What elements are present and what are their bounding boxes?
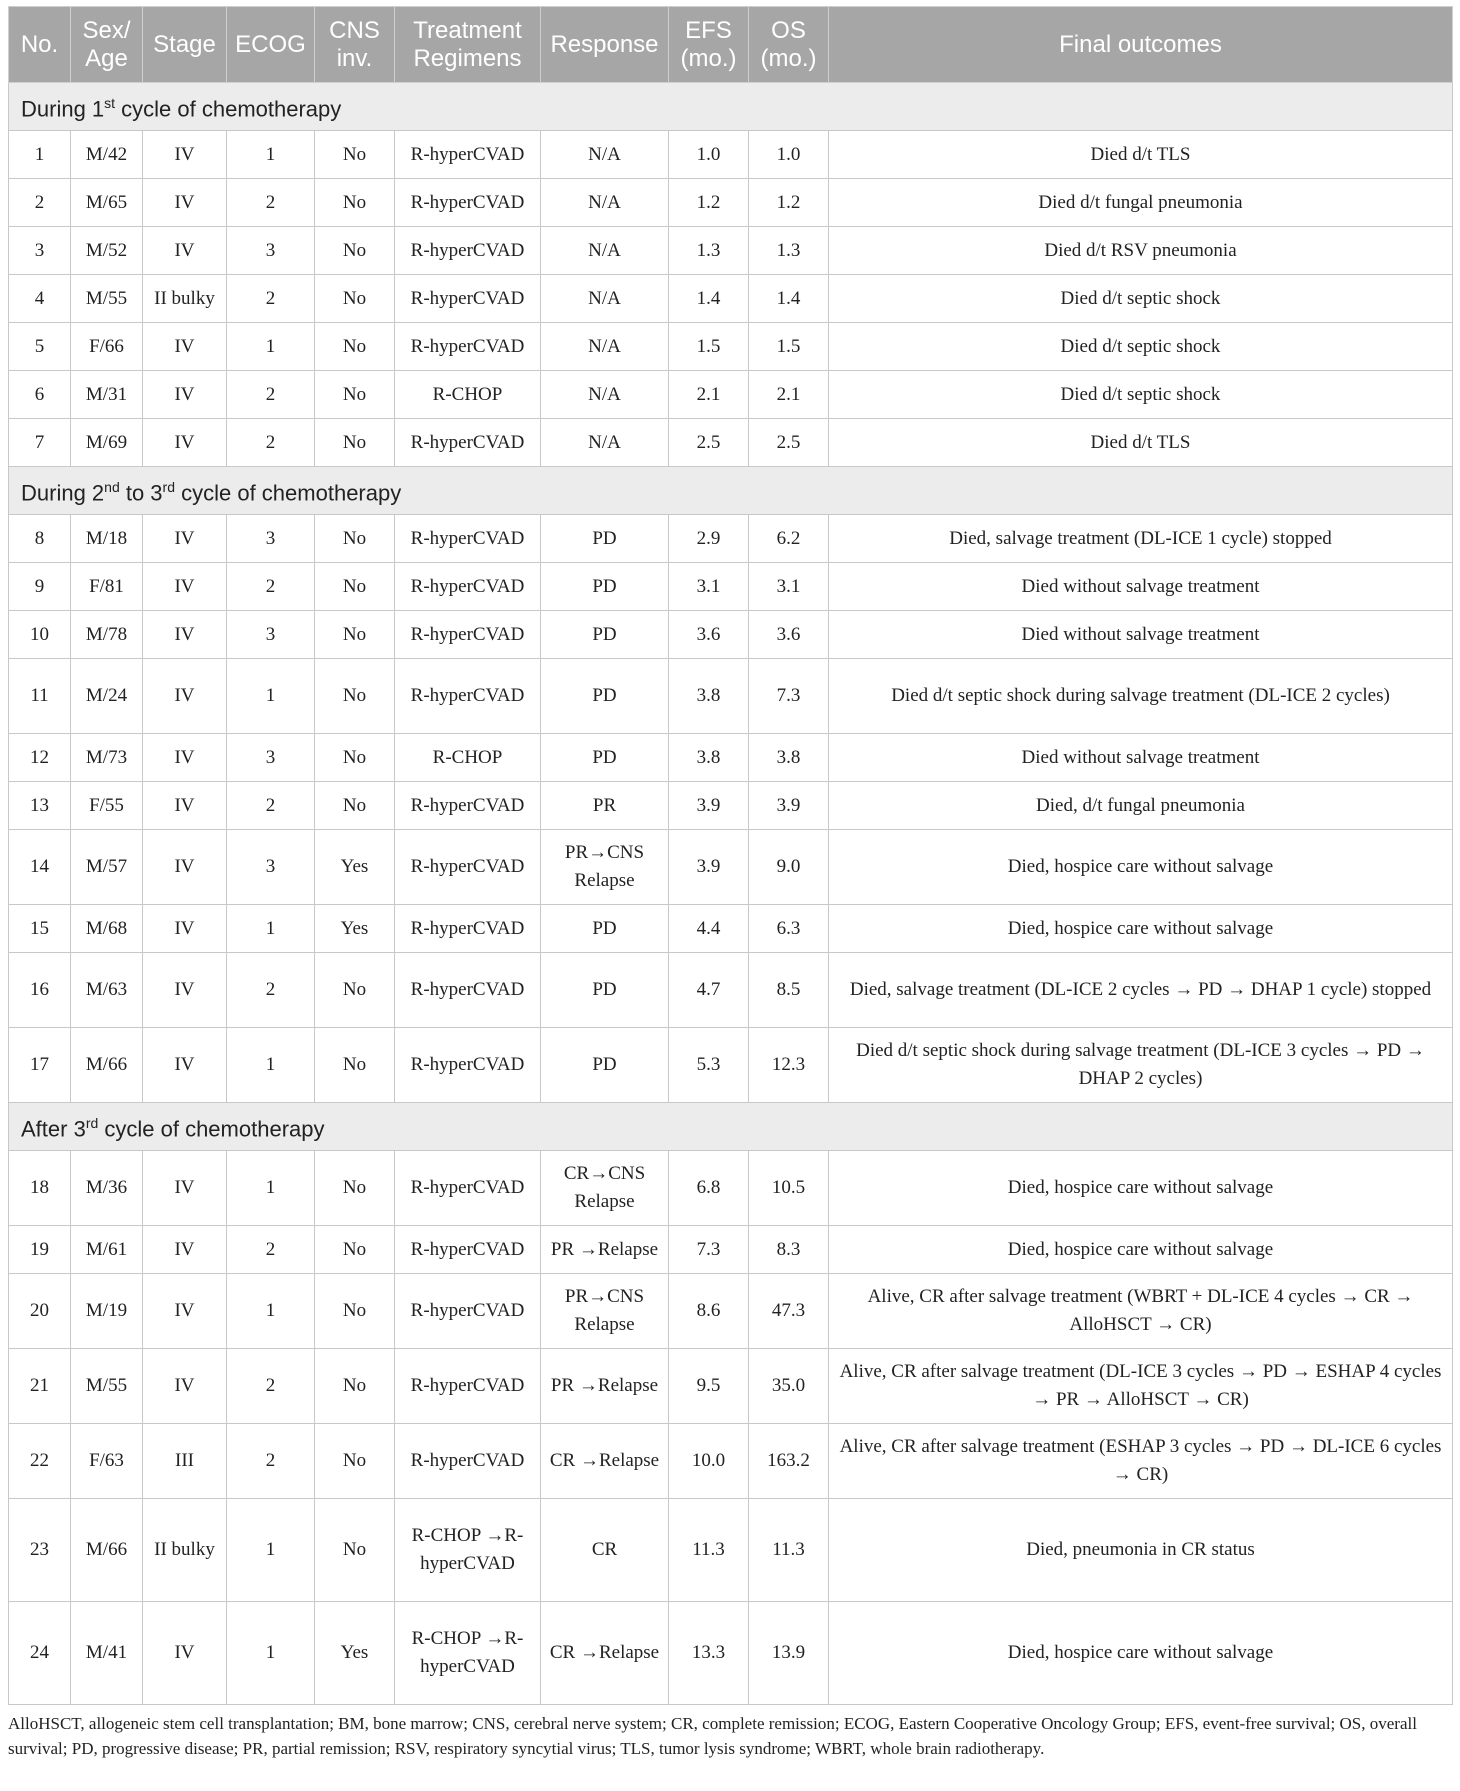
cell-no: 24 — [9, 1602, 71, 1705]
cell-efs: 1.2 — [669, 179, 749, 227]
header-os: OS (mo.) — [749, 7, 829, 83]
cell-cns: No — [315, 1424, 395, 1499]
cell-ecog: 1 — [227, 659, 315, 734]
cell-ecog: 2 — [227, 1349, 315, 1424]
table-row — [9, 1349, 1453, 1424]
cell-efs: 1.4 — [669, 275, 749, 323]
cell-outcome: Died, salvage treatment (DL-ICE 2 cycles → PD → DHAP 1 cycle) stopped — [829, 953, 1453, 1028]
header-response: Response — [541, 7, 669, 83]
cell-cns: No — [315, 179, 395, 227]
cell-outcome: Died without salvage treatment — [829, 611, 1453, 659]
cell-efs: 3.9 — [669, 782, 749, 830]
cell-outcome: Alive, CR after salvage treatment (DL-ICE 3 cycles → PD → ESHAP 4 cycles → PR → AlloHSCT → CR) — [829, 1349, 1453, 1424]
cell-stage: IV — [143, 563, 227, 611]
cell-sexage: M/57 — [71, 830, 143, 905]
cell-no: 13 — [9, 782, 71, 830]
cell-sexage: M/18 — [71, 515, 143, 563]
cell-efs: 1.0 — [669, 131, 749, 179]
cell-sexage: M/31 — [71, 371, 143, 419]
cell-treatment: R-CHOP →R-hyperCVAD — [395, 1602, 541, 1705]
cell-sexage: M/61 — [71, 1226, 143, 1274]
cell-stage: IV — [143, 323, 227, 371]
cell-treatment: R-hyperCVAD — [395, 611, 541, 659]
cell-stage: IV — [143, 131, 227, 179]
cell-cns: No — [315, 1028, 395, 1103]
cell-cns: No — [315, 323, 395, 371]
cell-outcome: Alive, CR after salvage treatment (ESHAP 3 cycles → PD → DL-ICE 6 cycles → CR) — [829, 1424, 1453, 1499]
cell-stage: IV — [143, 1028, 227, 1103]
table-row — [9, 734, 1453, 782]
cell-sexage: M/36 — [71, 1151, 143, 1226]
cell-efs: 2.1 — [669, 371, 749, 419]
cell-ecog: 2 — [227, 1226, 315, 1274]
header-sex-age: Sex/ Age — [71, 7, 143, 83]
cell-outcome: Died, hospice care without salvage — [829, 905, 1453, 953]
cell-stage: IV — [143, 1274, 227, 1349]
header-no: No. — [9, 7, 71, 83]
cell-response: PD — [541, 953, 669, 1028]
cell-sexage: F/81 — [71, 563, 143, 611]
cell-cns: No — [315, 275, 395, 323]
cell-sexage: M/66 — [71, 1499, 143, 1602]
cell-ecog: 3 — [227, 515, 315, 563]
section-title-pre: After 3 — [21, 1116, 86, 1142]
cell-efs: 1.3 — [669, 227, 749, 275]
cell-efs: 9.5 — [669, 1349, 749, 1424]
cell-sexage: M/66 — [71, 1028, 143, 1103]
cell-treatment: R-hyperCVAD — [395, 659, 541, 734]
cell-cns: No — [315, 734, 395, 782]
cell-outcome: Died, pneumonia in CR status — [829, 1499, 1453, 1602]
cell-efs: 3.8 — [669, 659, 749, 734]
cell-treatment: R-hyperCVAD — [395, 830, 541, 905]
header-treatment: Treatment Regimens — [395, 7, 541, 83]
cell-outcome: Died without salvage treatment — [829, 563, 1453, 611]
cell-no: 9 — [9, 563, 71, 611]
section-row — [9, 83, 1453, 131]
section-title — [9, 467, 1453, 515]
cell-sexage: M/65 — [71, 179, 143, 227]
cell-os: 1.2 — [749, 179, 829, 227]
cell-efs: 1.5 — [669, 323, 749, 371]
cell-response: PD — [541, 734, 669, 782]
cell-os: 9.0 — [749, 830, 829, 905]
cell-outcome: Died d/t septic shock during salvage treatment (DL-ICE 3 cycles → PD → DHAP 2 cycles) — [829, 1028, 1453, 1103]
cell-response: CR →Relapse — [541, 1602, 669, 1705]
cell-no: 10 — [9, 611, 71, 659]
cell-response: CR — [541, 1499, 669, 1602]
cell-outcome: Died d/t septic shock — [829, 275, 1453, 323]
table-row — [9, 1028, 1453, 1103]
cell-no: 19 — [9, 1226, 71, 1274]
cell-no: 5 — [9, 323, 71, 371]
cell-stage: IV — [143, 419, 227, 467]
cell-cns: No — [315, 131, 395, 179]
cell-treatment: R-hyperCVAD — [395, 179, 541, 227]
cell-response: PR — [541, 782, 669, 830]
cell-os: 1.5 — [749, 323, 829, 371]
cell-sexage: M/69 — [71, 419, 143, 467]
table-row — [9, 1424, 1453, 1499]
cell-sexage: M/19 — [71, 1274, 143, 1349]
cell-stage: IV — [143, 953, 227, 1028]
cell-ecog: 2 — [227, 371, 315, 419]
cell-efs: 11.3 — [669, 1499, 749, 1602]
cell-cns: No — [315, 563, 395, 611]
cell-no: 18 — [9, 1151, 71, 1226]
header-row — [9, 7, 1453, 83]
cell-ecog: 2 — [227, 1424, 315, 1499]
section-row — [9, 467, 1453, 515]
cell-sexage: M/68 — [71, 905, 143, 953]
cell-response: PR→CNS Relapse — [541, 1274, 669, 1349]
cell-treatment: R-hyperCVAD — [395, 1349, 541, 1424]
table-row — [9, 323, 1453, 371]
cell-response: PR→CNS Relapse — [541, 830, 669, 905]
cell-treatment: R-hyperCVAD — [395, 1424, 541, 1499]
cell-treatment: R-hyperCVAD — [395, 323, 541, 371]
section-title-post: cycle of chemotherapy — [175, 480, 402, 506]
cell-no: 12 — [9, 734, 71, 782]
cell-efs: 3.9 — [669, 830, 749, 905]
table-row — [9, 563, 1453, 611]
cell-efs: 3.8 — [669, 734, 749, 782]
table-row — [9, 611, 1453, 659]
cell-efs: 3.1 — [669, 563, 749, 611]
cell-efs: 5.3 — [669, 1028, 749, 1103]
cell-treatment: R-hyperCVAD — [395, 419, 541, 467]
cell-cns: No — [315, 371, 395, 419]
cell-cns: Yes — [315, 1602, 395, 1705]
table-row — [9, 953, 1453, 1028]
cell-response: PD — [541, 1028, 669, 1103]
cell-response: PD — [541, 563, 669, 611]
cell-cns: No — [315, 515, 395, 563]
cell-treatment: R-hyperCVAD — [395, 905, 541, 953]
cell-treatment: R-hyperCVAD — [395, 1028, 541, 1103]
cell-stage: IV — [143, 371, 227, 419]
section-title-pre: During 1 — [21, 96, 105, 122]
cell-treatment: R-hyperCVAD — [395, 227, 541, 275]
cell-treatment: R-hyperCVAD — [395, 563, 541, 611]
cell-os: 163.2 — [749, 1424, 829, 1499]
cell-response: PR →Relapse — [541, 1226, 669, 1274]
table-row — [9, 1274, 1453, 1349]
cell-stage: III — [143, 1424, 227, 1499]
cell-response: CR→CNS Relapse — [541, 1151, 669, 1226]
cell-response: PR →Relapse — [541, 1349, 669, 1424]
cell-cns: No — [315, 1274, 395, 1349]
cell-outcome: Died, hospice care without salvage — [829, 830, 1453, 905]
cell-ecog: 3 — [227, 734, 315, 782]
cell-stage: IV — [143, 1151, 227, 1226]
cell-cns: No — [315, 1349, 395, 1424]
cell-efs: 4.7 — [669, 953, 749, 1028]
cell-os: 3.1 — [749, 563, 829, 611]
cell-sexage: M/63 — [71, 953, 143, 1028]
cell-no: 22 — [9, 1424, 71, 1499]
cell-stage: IV — [143, 227, 227, 275]
cell-ecog: 1 — [227, 1028, 315, 1103]
cell-response: N/A — [541, 275, 669, 323]
cell-treatment: R-CHOP →R-hyperCVAD — [395, 1499, 541, 1602]
cell-no: 23 — [9, 1499, 71, 1602]
header-ecog: ECOG — [227, 7, 315, 83]
cell-treatment: R-hyperCVAD — [395, 1274, 541, 1349]
cell-os: 1.3 — [749, 227, 829, 275]
cell-sexage: F/66 — [71, 323, 143, 371]
cell-os: 35.0 — [749, 1349, 829, 1424]
table-row — [9, 275, 1453, 323]
cell-stage: IV — [143, 905, 227, 953]
table-footnote: AlloHSCT, allogeneic stem cell transplantation; BM, bone marrow; CNS, cerebral nerve system; CR, complete remission; ECOG, Eastern Cooperative Oncology Group; EFS, event-free survival; OS, overall survival; PD, progressive disease; PR, partial remission; RSV, respiratory syncytial virus; TLS, tumor lysis syndrome; WBRT, whole brain radiotherapy. — [8, 1714, 1417, 1758]
cell-ecog: 1 — [227, 1274, 315, 1349]
cell-outcome: Died d/t fungal pneumonia — [829, 179, 1453, 227]
cell-treatment: R-hyperCVAD — [395, 275, 541, 323]
table-row — [9, 419, 1453, 467]
cell-sexage: M/52 — [71, 227, 143, 275]
section-title-mid: to 3 — [119, 480, 163, 506]
cell-response: PD — [541, 659, 669, 734]
cell-os: 1.4 — [749, 275, 829, 323]
cell-outcome: Died, salvage treatment (DL-ICE 1 cycle) stopped — [829, 515, 1453, 563]
cell-outcome: Died d/t septic shock — [829, 323, 1453, 371]
cell-treatment: R-hyperCVAD — [395, 953, 541, 1028]
cell-ecog: 3 — [227, 227, 315, 275]
cell-outcome: Died d/t RSV pneumonia — [829, 227, 1453, 275]
outcomes-table — [8, 6, 1453, 1705]
table-row — [9, 1499, 1453, 1602]
table-row — [9, 782, 1453, 830]
section-title — [9, 1103, 1453, 1151]
cell-cns: No — [315, 1226, 395, 1274]
cell-stage: II bulky — [143, 275, 227, 323]
cell-ecog: 2 — [227, 179, 315, 227]
cell-sexage: F/63 — [71, 1424, 143, 1499]
cell-response: CR →Relapse — [541, 1424, 669, 1499]
cell-cns: No — [315, 782, 395, 830]
cell-stage: IV — [143, 830, 227, 905]
cell-sexage: M/78 — [71, 611, 143, 659]
cell-treatment: R-CHOP — [395, 734, 541, 782]
cell-treatment: R-hyperCVAD — [395, 1226, 541, 1274]
cell-cns: Yes — [315, 830, 395, 905]
cell-ecog: 2 — [227, 782, 315, 830]
cell-ecog: 1 — [227, 905, 315, 953]
cell-response: N/A — [541, 371, 669, 419]
cell-treatment: R-hyperCVAD — [395, 1151, 541, 1226]
cell-no: 2 — [9, 179, 71, 227]
cell-treatment: R-hyperCVAD — [395, 515, 541, 563]
cell-sexage: M/41 — [71, 1602, 143, 1705]
table-row — [9, 515, 1453, 563]
cell-cns: No — [315, 611, 395, 659]
table-row — [9, 905, 1453, 953]
cell-sexage: M/42 — [71, 131, 143, 179]
cell-sexage: M/24 — [71, 659, 143, 734]
table-body — [9, 83, 1453, 1705]
cell-stage: IV — [143, 1602, 227, 1705]
cell-efs: 6.8 — [669, 1151, 749, 1226]
section-row — [9, 1103, 1453, 1151]
cell-stage: IV — [143, 179, 227, 227]
cell-response: N/A — [541, 419, 669, 467]
cell-os: 12.3 — [749, 1028, 829, 1103]
cell-os: 3.9 — [749, 782, 829, 830]
cell-os: 3.6 — [749, 611, 829, 659]
cell-response: PD — [541, 611, 669, 659]
cell-efs: 2.9 — [669, 515, 749, 563]
cell-sexage: M/55 — [71, 275, 143, 323]
header-stage: Stage — [143, 7, 227, 83]
cell-treatment: R-CHOP — [395, 371, 541, 419]
cell-efs: 8.6 — [669, 1274, 749, 1349]
cell-os: 2.5 — [749, 419, 829, 467]
cell-ecog: 3 — [227, 611, 315, 659]
table-row — [9, 131, 1453, 179]
section-title-pre: During 2 — [21, 480, 105, 506]
cell-efs: 3.6 — [669, 611, 749, 659]
cell-no: 16 — [9, 953, 71, 1028]
cell-ecog: 1 — [227, 323, 315, 371]
table-row — [9, 659, 1453, 734]
cell-outcome: Died d/t septic shock during salvage treatment (DL-ICE 2 cycles) — [829, 659, 1453, 734]
cell-os: 6.3 — [749, 905, 829, 953]
cell-no: 8 — [9, 515, 71, 563]
table-row — [9, 227, 1453, 275]
table-row — [9, 1226, 1453, 1274]
table-row — [9, 1602, 1453, 1705]
section-title-sup1: nd — [104, 479, 120, 496]
cell-os: 47.3 — [749, 1274, 829, 1349]
cell-os: 1.0 — [749, 131, 829, 179]
section-title-mid: cycle of chemotherapy — [98, 1116, 325, 1142]
header-cns: CNS inv. — [315, 7, 395, 83]
cell-treatment: R-hyperCVAD — [395, 782, 541, 830]
cell-stage: IV — [143, 611, 227, 659]
section-title-mid: cycle of chemotherapy — [115, 96, 342, 122]
cell-cns: No — [315, 1499, 395, 1602]
cell-cns: No — [315, 659, 395, 734]
cell-ecog: 1 — [227, 1602, 315, 1705]
cell-response: N/A — [541, 179, 669, 227]
cell-efs: 2.5 — [669, 419, 749, 467]
cell-ecog: 1 — [227, 131, 315, 179]
table-row — [9, 1151, 1453, 1226]
cell-stage: IV — [143, 1349, 227, 1424]
cell-no: 17 — [9, 1028, 71, 1103]
cell-cns: No — [315, 1151, 395, 1226]
cell-response: PD — [541, 905, 669, 953]
header-efs: EFS (mo.) — [669, 7, 749, 83]
cell-ecog: 1 — [227, 1151, 315, 1226]
cell-os: 11.3 — [749, 1499, 829, 1602]
cell-cns: No — [315, 227, 395, 275]
cell-outcome: Died d/t septic shock — [829, 371, 1453, 419]
cell-os: 8.5 — [749, 953, 829, 1028]
table-row — [9, 371, 1453, 419]
cell-ecog: 2 — [227, 953, 315, 1028]
cell-ecog: 2 — [227, 275, 315, 323]
cell-stage: II bulky — [143, 1499, 227, 1602]
cell-cns: Yes — [315, 905, 395, 953]
cell-stage: IV — [143, 659, 227, 734]
cell-os: 3.8 — [749, 734, 829, 782]
cell-os: 8.3 — [749, 1226, 829, 1274]
cell-sexage: M/73 — [71, 734, 143, 782]
cell-response: N/A — [541, 131, 669, 179]
cell-efs: 4.4 — [669, 905, 749, 953]
cell-outcome: Died, hospice care without salvage — [829, 1151, 1453, 1226]
section-title-sup1: rd — [85, 1115, 99, 1132]
cell-no: 6 — [9, 371, 71, 419]
cell-no: 14 — [9, 830, 71, 905]
section-title-sup2: rd — [162, 479, 175, 496]
cell-outcome: Died without salvage treatment — [829, 734, 1453, 782]
cell-stage: IV — [143, 515, 227, 563]
cell-response: N/A — [541, 227, 669, 275]
cell-ecog: 2 — [227, 563, 315, 611]
cell-outcome: Died, hospice care without salvage — [829, 1602, 1453, 1705]
cell-no: 4 — [9, 275, 71, 323]
cell-os: 7.3 — [749, 659, 829, 734]
cell-treatment: R-hyperCVAD — [395, 131, 541, 179]
cell-os: 10.5 — [749, 1151, 829, 1226]
cell-sexage: M/55 — [71, 1349, 143, 1424]
cell-cns: No — [315, 419, 395, 467]
cell-ecog: 3 — [227, 830, 315, 905]
section-title-sup1: st — [104, 95, 116, 112]
table-row — [9, 830, 1453, 905]
table-container — [8, 6, 1452, 1761]
table-row — [9, 179, 1453, 227]
cell-stage: IV — [143, 782, 227, 830]
cell-os: 2.1 — [749, 371, 829, 419]
cell-outcome: Alive, CR after salvage treatment (WBRT + DL-ICE 4 cycles → CR → AlloHSCT → CR) — [829, 1274, 1453, 1349]
cell-response: PD — [541, 515, 669, 563]
section-title — [9, 83, 1453, 131]
cell-cns: No — [315, 953, 395, 1028]
cell-stage: IV — [143, 1226, 227, 1274]
cell-no: 20 — [9, 1274, 71, 1349]
cell-efs: 7.3 — [669, 1226, 749, 1274]
cell-ecog: 1 — [227, 1499, 315, 1602]
cell-stage: IV — [143, 734, 227, 782]
cell-os: 6.2 — [749, 515, 829, 563]
cell-outcome: Died, hospice care without salvage — [829, 1226, 1453, 1274]
cell-no: 3 — [9, 227, 71, 275]
cell-outcome: Died, d/t fungal pneumonia — [829, 782, 1453, 830]
cell-no: 1 — [9, 131, 71, 179]
cell-no: 15 — [9, 905, 71, 953]
header-outcome: Final outcomes — [829, 7, 1453, 83]
cell-efs: 13.3 — [669, 1602, 749, 1705]
cell-os: 13.9 — [749, 1602, 829, 1705]
cell-no: 21 — [9, 1349, 71, 1424]
cell-no: 7 — [9, 419, 71, 467]
cell-ecog: 2 — [227, 419, 315, 467]
cell-outcome: Died d/t TLS — [829, 419, 1453, 467]
cell-efs: 10.0 — [669, 1424, 749, 1499]
cell-response: N/A — [541, 323, 669, 371]
cell-outcome: Died d/t TLS — [829, 131, 1453, 179]
cell-no: 11 — [9, 659, 71, 734]
cell-sexage: F/55 — [71, 782, 143, 830]
